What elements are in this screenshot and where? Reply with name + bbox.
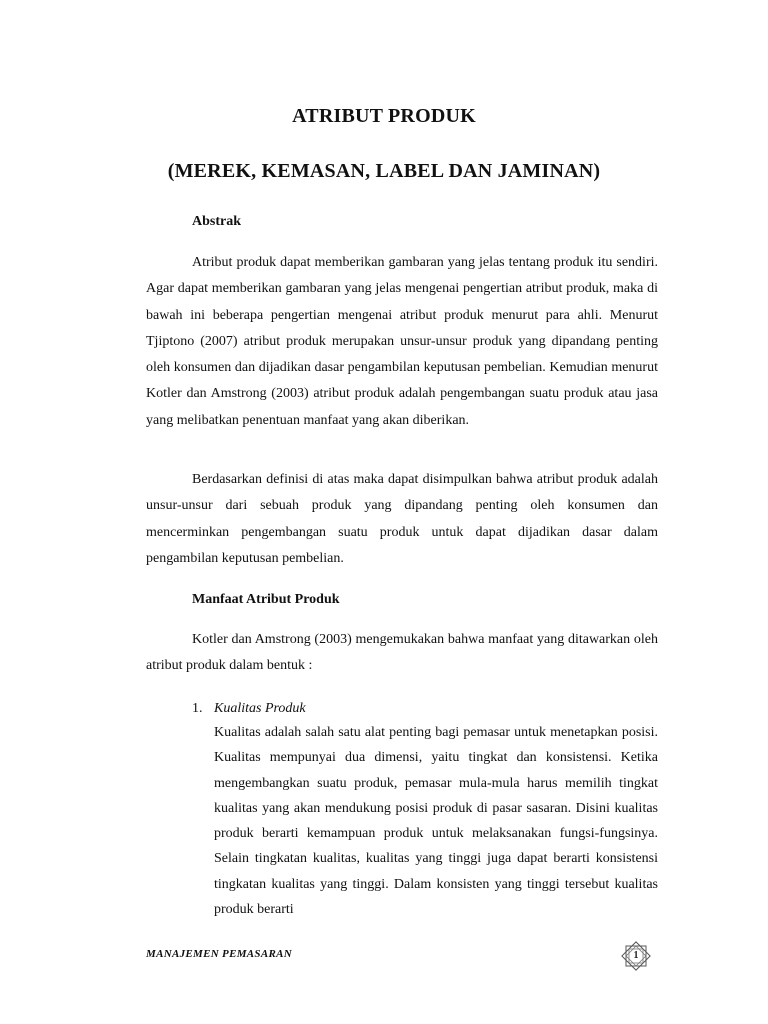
section-paragraph: Kotler dan Amstrong (2003) mengemukakan bahwa manfaat yang ditawarkan oleh atribut produk dalam bentuk : <box>146 632 658 674</box>
list-item <box>192 698 658 922</box>
list-item-number: 1. <box>192 701 203 716</box>
document-title: ATRIBUT PRODUK <box>292 105 476 127</box>
document-subtitle: (MEREK, KEMASAN, LABEL DAN JAMINAN) <box>167 160 601 182</box>
list-item-title: Kualitas Produk <box>214 701 306 716</box>
list-item-body: Kualitas adalah salah satu alat penting bagi pemasar untuk menetapkan posisi. Kualitas mempunyai dua dimensi, yaitu tingkat dan konsistensi. Ketika mengembangkan suatu produk, pemasar mula-mula harus memilih tingkat kualitas yang akan mendukung posisi produk di pasar sasaran. Disini kualitas produk berarti kemampuan produk untuk melaksanakan fungsi-fungsinya. Selain tingkatan kualitas, kualitas yang tinggi juga dapat berarti konsistensi tingkatan kualitas yang tinggi. Dalam konsisten yang tinggi tersebut kualitas produk berarti <box>214 725 658 918</box>
page-number-badge <box>617 937 655 975</box>
abstract-heading: Abstrak <box>192 214 242 229</box>
section-heading: Manfaat Atribut Produk <box>192 592 340 607</box>
paragraph-abstract: Atribut produk dapat memberikan gambaran yang jelas tentang produk itu sendiri. Agar dapat memberikan gambaran yang jelas mengenai pengertian atribut produk, maka di bawah ini beberapa pengertian mengenai atribut produk menurut para ahli. Menurut Tjiptono (2007) atribut produk merupakan unsur-unsur produk yang dipandang penting oleh konsumen dan dijadikan dasar pengambilan keputusan pembelian. Kemudian menurut Kotler dan Amstrong (2003) atribut produk adalah pengembangan suatu produk atau jasa yang melibatkan penentuan manfaat yang akan diberikan. <box>146 255 658 428</box>
footer-label: MANAJEMEN PEMASARAN <box>146 948 292 960</box>
paragraph-conclusion: Berdasarkan definisi di atas maka dapat disimpulkan bahwa atribut produk adalah unsur-unsur dari sebuah produk yang dipandang penting oleh konsumen dan mencerminkan pengembangan suatu produk untuk dapat dijadikan dasar dalam pengambilan keputusan pembelian. <box>146 472 658 566</box>
list-item-title-row <box>192 698 658 720</box>
page-number: 1 <box>633 950 639 961</box>
